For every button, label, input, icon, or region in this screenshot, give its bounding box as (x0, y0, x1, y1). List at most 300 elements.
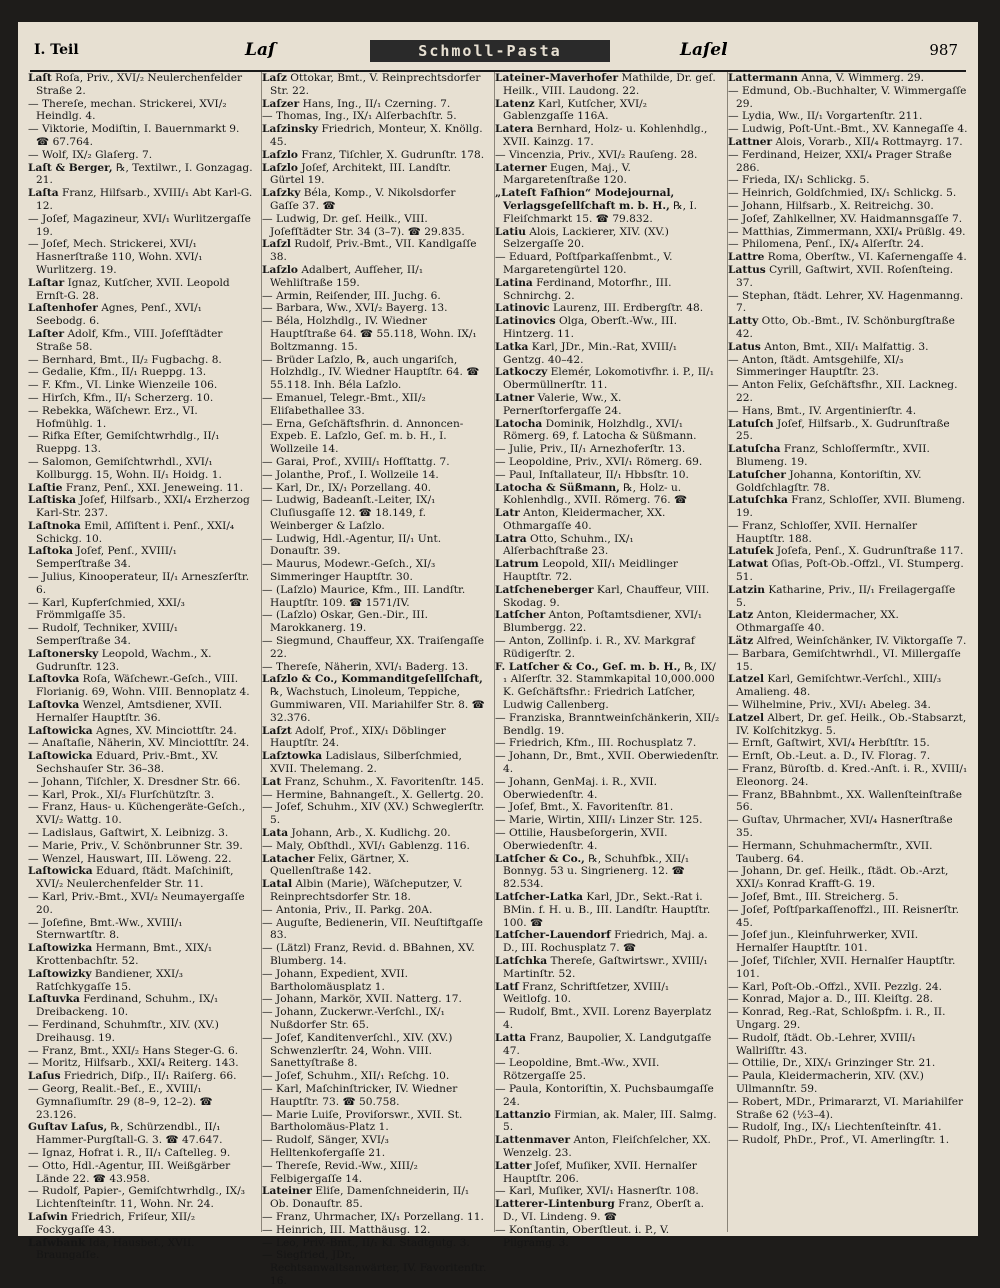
directory-entry (28, 98, 253, 124)
entry-name: Latus (728, 340, 761, 353)
entry-details: Alois, Lackierer, XIV. (XV.) Selzergaſſe 20. (503, 225, 669, 251)
entry-name: Laſtowizky (28, 967, 92, 980)
entry-details: — Barbara, Gemiſchtwrhdl., VI. Millergaſſe 15. (728, 647, 961, 673)
directory-entry (495, 558, 720, 584)
entry-details: — Rifka Eſter, Gemiſchtwrhdlg., II/₁ Rueppg. 13. (28, 430, 220, 456)
entry-details: Wenzel, Amtsdiener, XVII. Hernalſer Hauptſtr. 36. (36, 699, 223, 724)
directory-entry (28, 392, 253, 405)
directory-entry (28, 789, 253, 802)
entry-details: — Franz, Büroſtb. d. Kred.-Anſt. i. R., XVIII/₁ Eleonorg. 24. (728, 763, 968, 788)
directory-entry (28, 840, 253, 853)
directory-entry (728, 123, 968, 136)
directory-entry (728, 226, 968, 239)
entry-name: Laſzlo (262, 148, 298, 161)
entry-details: Anton, Fleiſchſelcher, XX. Wenzelg. 23. (503, 1134, 711, 1159)
entry-details: Laurenz, III. Erdbergſtr. 48. (549, 302, 704, 315)
directory-entry (495, 366, 720, 392)
entry-details: Alois, Vorarb., XII/₄ Rottmayrg. 17. (772, 135, 963, 148)
directory-entry (262, 789, 487, 802)
entry-details: Bernhard, Holz- u. Kohlenhdlg., XVII. Kainzg. 17. (503, 123, 708, 148)
directory-entry (262, 878, 487, 904)
entry-name: Latſcher-Lauendorf (495, 929, 611, 942)
directory-entry (728, 865, 968, 891)
directory-entry (495, 814, 720, 827)
directory-entry (728, 85, 968, 111)
entry-details: — Vincenzia, Priv., XVI/₂ Rauſeng. 28. (495, 148, 698, 161)
entry-details: Karl, JDr., Min.-Rat, XVIII/₁ Gentzg. 40–42. (503, 340, 678, 366)
entry-details: Karl, JDr., Sekt.-Rat i. BMin. f. H. u. B., III. Landſtr. Hauptſtr. 100. ☎ (503, 891, 711, 929)
entry-name: Laſz (262, 72, 287, 84)
entry-details: — Wolf, IX/₂ Glaſerg. 7. (28, 148, 153, 161)
entry-details: — Otto, Hdl.-Agentur, III. Weißgärber Lände 22. ☎ 43.958. (28, 1159, 231, 1185)
directory-entry (495, 661, 720, 712)
entry-name: Lateiner (262, 1185, 312, 1198)
directory-entry (28, 1185, 253, 1211)
entry-details: Friedrich, Maj. a. D., III. Rochusplatz 7. ☎ (503, 929, 708, 955)
entry-details: — Joſef, Kanditenverſchl., XIV. (XV.) Schwenzlerſtr. 24, Wohn. VIII. Sanettyſtraße 8. (262, 1031, 453, 1070)
directory-entry (495, 712, 720, 738)
entry-name: Latuſek (728, 545, 774, 558)
entry-name: Laſtowicka (28, 865, 93, 878)
entry-details: — Jolanthe, Prof., I. Wollzeile 14. (262, 468, 439, 481)
directory-entry (495, 341, 720, 367)
directory-entry (728, 840, 968, 866)
directory-entry (28, 1121, 253, 1147)
directory-entry (28, 571, 253, 597)
entry-name: Latzin (728, 583, 765, 596)
entry-details: — Johann, Tiſchler, X. Dresdner Str. 66. (28, 775, 241, 788)
entry-details: — Barbara, Ww., XVI/₂ Bayerg. 13. (262, 302, 448, 315)
directory-entry (262, 123, 487, 149)
directory-entry (262, 1032, 487, 1070)
entry-details: — Wilhelmine, Priv., XVI/₁ Abeleg. 34. (728, 699, 931, 712)
directory-entry (28, 1237, 253, 1263)
entry-details: — Konrad, Major a. D., III. Kleiſtg. 28. (728, 993, 934, 1006)
entry-details: Franz, Schriftſetzer, XVIII/₁ Weitlofg. 10. (503, 980, 670, 1006)
entry-details: Mathilde, Dr. geſ. Heilk., VIII. Laudong. 22. (503, 72, 716, 97)
entry-details: Franz, Hilfsarb., XVIII/₁ Abt Karl-G. 12. (36, 187, 253, 212)
entry-details: — Lydia, Ww., II/₁ Vorgartenſtr. 211. (728, 110, 923, 123)
entry-details: — Brüder Laſzlo, ℞, auch ungariſch, Holzhdlg., IV. Wiedner Hauptſtr. 64. ☎ 55.118. Inh. Béla Laſzlo. (262, 353, 480, 392)
entry-details: — Anton, ſtädt. Amtsgehilfe, XI/₃ Simmeringer Hauptſtr. 23. (728, 353, 904, 379)
entry-name: Laſta (28, 187, 59, 200)
entry-details: Franz, Schuhm., X. Favoritenſtr. 145. (281, 775, 485, 788)
entry-details: — Thomas, Ing., IX/₁ Alſerbachſtr. 5. (262, 110, 457, 123)
directory-entry (28, 149, 253, 162)
entry-details: — Franz, Schloſſer, XVII. Hernalſer Hauptſtr. 188. (728, 519, 918, 545)
entry-details: — Friedrich, Kfm., III. Rochusplatz 7. (495, 737, 697, 750)
entry-details: — F. Kfm., VI. Linke Wienzeile 106. (28, 379, 218, 392)
directory-entry (728, 520, 968, 546)
entry-name: Laſwbank (28, 1236, 86, 1249)
entry-details: Eduard, Priv.-Bmt., XV. Sechshauſer Str. 36–38. (36, 750, 219, 776)
entry-details: — Joſef, Tiſchler, XVII. Hernalſer Hauptſtr. 101. (728, 954, 956, 980)
entry-details: — Paul, Inſtallateur, II/₁ Hbbsſtr. 10. (495, 468, 689, 481)
page-header (30, 36, 966, 72)
entry-name: Latſcher (495, 609, 546, 622)
directory-entry (728, 149, 968, 175)
directory-entry (28, 942, 253, 968)
directory-entry (495, 1198, 720, 1224)
directory-entry (728, 955, 968, 981)
entry-details: Agnes, Penſ., XVI/₁ Seebodg. 6. (36, 302, 202, 328)
entry-name: Latina (495, 276, 533, 289)
entry-details: Franz, Penſ., XXI. Jeneweing. 11. (62, 481, 244, 494)
entry-details: — Edmund, Ob.-Buchhalter, V. Wimmergaſſe 29. (728, 84, 967, 110)
entry-details: Ladislaus, Silberſchmied, XVII. Thelemang. 2. (270, 750, 462, 776)
entry-details: Ida, Hausbeſ., XVII. Braungaſſe. (36, 1236, 195, 1262)
directory-entry (495, 1032, 720, 1058)
entry-details: — Karl, Priv.-Bmt., XVI/₂ Neumayergaſſe 20. (28, 891, 245, 916)
directory-entry (495, 418, 720, 444)
directory-entry (728, 315, 968, 341)
directory-entry (262, 1083, 487, 1109)
entry-details: Anton, Bmt., XII/₁ Malfattig. 3. (760, 340, 929, 353)
directory-entry (28, 482, 253, 495)
entry-details: — Franz, Haus- u. Küchengeräte-Geſch., XVI/₂ Wattg. 10. (28, 801, 246, 827)
entry-name: Latocha & Süßmann, (495, 481, 620, 494)
entry-name: Latter (495, 1159, 532, 1172)
column-3 (494, 72, 720, 1249)
directory-entry (262, 110, 487, 123)
entry-name: Laſzlo (262, 263, 298, 276)
entry-details: Anton, Poſtamtsdiener, XVI/₁ Blumbergg. 22. (503, 609, 702, 635)
entry-name: Laſzlo & Co., Kommanditgeſellſchaft, (262, 673, 483, 686)
entry-details: — Ladislaus, Gaſtwirt, X. Leibnizg. 3. (28, 827, 229, 840)
directory-entry (262, 98, 487, 111)
entry-name: Laſtar (28, 276, 65, 289)
directory-entry (262, 776, 487, 789)
directory-entry (262, 456, 487, 469)
entry-name: Laſtowicka (28, 750, 93, 763)
entry-name: Latacher (262, 852, 315, 865)
directory-entry (28, 379, 253, 392)
directory-entry (728, 750, 968, 763)
directory-entry (262, 72, 487, 98)
directory-entry (262, 315, 487, 353)
directory-entry (28, 72, 253, 98)
directory-entry (28, 494, 253, 520)
directory-entry (728, 494, 968, 520)
entry-details: — Karl, Poſt-Ob.-Offzl., XVII. Pezzlg. 24. (728, 980, 943, 993)
entry-details: Joſefa, Penſ., X. Gudrunſtraße 117. (773, 545, 964, 558)
directory-entry (495, 1224, 720, 1250)
entry-details: Cyrill, Gaſtwirt, XVII. Roſenſteing. 37. (736, 263, 954, 289)
entry-details: — Ignaz, Hofrat i. R., II/₁ Caſtelleg. 9. (28, 1146, 231, 1159)
entry-details: — Rudolf, PhDr., Prof., VI. Amerlingſtr. 1. (728, 1134, 950, 1147)
entry-details: — Joſef, Zahlkellner, XV. Haidmannsgaſſe 7. (728, 212, 963, 225)
entry-details: Franz, Schloſſer, XVII. Blumeng. 19. (736, 494, 966, 520)
directory-entry (28, 1160, 253, 1186)
directory-entry (728, 1134, 968, 1147)
entry-name: Laſzer (262, 97, 300, 110)
entry-details: Otto, Ob.-Bmt., IV. Schönburgſtraße 42. (736, 315, 955, 340)
entry-details: Otto, Schuhm., IX/₁ Alſerbachſtraße 23. (503, 532, 634, 558)
directory-entry (728, 993, 968, 1006)
entry-details: — Paula, Kleidermacherin, XIV. (XV.) Ullmannſtr. 59. (728, 1070, 924, 1095)
directory-entry (262, 418, 487, 456)
directory-entry (28, 865, 253, 891)
entry-name: Latr (495, 507, 520, 520)
entry-details: — Frieda, IX/₁ Schlickg. 5. (728, 174, 870, 187)
directory-entry (728, 763, 968, 789)
directory-entry (495, 609, 720, 635)
directory-entry (28, 737, 253, 750)
directory-entry (495, 507, 720, 533)
directory-entry (262, 187, 487, 213)
entry-name: Laſwin (28, 1210, 68, 1223)
header-word-right: Laſel (680, 40, 728, 60)
directory-entry (728, 737, 968, 750)
directory-entry (262, 1185, 487, 1211)
entry-name: Laſt & Berger, (28, 161, 113, 174)
entry-details: Friedrich, Diſp., II/₁ Raiſerg. 66. (60, 1070, 237, 1083)
directory-entry (728, 251, 968, 264)
entry-details: ℞, Schuhfbk., XII/₁ Bonnyg. 53 u. Singrienerg. 12. ☎ 82.534. (503, 852, 690, 891)
entry-details: Anna, V. Wimmerg. 29. (797, 72, 925, 84)
directory-entry (728, 891, 968, 904)
entry-details: — Garai, Prof., XVIII/₁ Hofſtattg. 7. (262, 455, 450, 468)
directory-entry (495, 315, 720, 341)
directory-entry (495, 123, 720, 149)
directory-entry (495, 801, 720, 814)
entry-name: Latiu (495, 225, 526, 238)
entry-name: Latkoczy (495, 366, 548, 379)
entry-details: Dominik, Holzhdlg., XVI/₁ Römerg. 69, f. Latocha & Süßmann. (503, 417, 697, 443)
column-2 (261, 72, 487, 1287)
entry-details: Oſias, Poſt-Ob.-Offzl., VI. Stumperg. 51. (736, 558, 964, 584)
entry-details: Leopold, Wachm., X. Gudrunſtr. 123. (36, 647, 212, 673)
entry-details: Johann, Arb., X. Kudlichg. 20. (288, 827, 451, 840)
directory-entry (728, 213, 968, 226)
entry-details: Adalbert, Aufſeher, II/₁ Wehliſtraße 159. (270, 263, 424, 289)
entry-details: — Wenzel, Hauswart, III. Löweng. 22. (28, 852, 232, 865)
directory-entry (28, 302, 253, 328)
directory-entry (495, 1006, 720, 1032)
entry-details: Ignaz, Kutſcher, XVII. Leopold Ernſt-G. 28. (36, 276, 230, 302)
directory-entry (28, 699, 253, 725)
entry-details: Ferdinand, Schuhm., IX/₁ Dreibackeng. 10. (36, 993, 219, 1019)
directory-entry (728, 699, 968, 712)
directory-entry (728, 264, 968, 290)
directory-entry (28, 1070, 253, 1083)
entry-details: Agnes, XV. Minciottſtr. 24. (92, 724, 237, 737)
directory-entry (728, 904, 968, 930)
entry-details: Alfred, Weinſchänker, IV. Viktorgaſſe 7. (753, 635, 967, 648)
entry-details: — Hirſch, Kfm., II/₁ Scherzerg. 10. (28, 391, 214, 404)
entry-details: — Gedalie, Kfm., II/₁ Rueppg. 13. (28, 366, 207, 379)
directory-entry (495, 737, 720, 750)
entry-details: Eugen, Maj., V. Margaretenſtraße 120. (503, 161, 631, 187)
entry-details: ℞, I. Fleiſchmarkt 15. ☎ 79.832. (503, 199, 697, 225)
directory-entry (28, 622, 253, 648)
entry-name: Laſtowizka (28, 942, 93, 955)
entry-details: Adolf, Prof., XIX/₁ Döblinger Hauptſtr. 24. (270, 724, 446, 750)
entry-details: — Ludwig, Dr. geſ. Heilk., VIII. Joſefſtädter Str. 34 (3–7). ☎ 29.835. (262, 212, 465, 238)
entry-name: Lat (262, 775, 282, 788)
entry-details: Anton, Kleidermacher, XX. Othmargaſſe 40. (736, 609, 899, 635)
entry-details: Felix, Gärtner, X. Quellenſtraße 142. (270, 852, 410, 878)
entry-details: — Maly, Obſthdl., XVI/₁ Gablenzg. 116. (262, 839, 470, 852)
directory-entry (495, 533, 720, 559)
entry-name: Latterer-Lintenburg (495, 1198, 615, 1211)
entry-details: ℞, Schürzendbl., II/₁ Hammer-Purgſtall-G. 3. ☎ 47.647. (36, 1121, 223, 1147)
entry-details: — Philomena, Penſ., IX/₄ Alſerſtr. 24. (728, 238, 924, 251)
entry-name: F. Latſcher & Co., Geſ. m. b. H., (495, 660, 681, 673)
entry-details: — Marie, Priv., V. Schönbrunner Str. 39. (28, 839, 243, 852)
directory-entry (495, 1185, 720, 1198)
directory-entry (262, 392, 487, 418)
entry-name: Laſtnoka (28, 519, 81, 532)
directory-entry (28, 1083, 253, 1121)
directory-entry (495, 302, 720, 315)
directory-entry (728, 136, 968, 149)
directory-entry (28, 123, 253, 149)
entry-name: Latz (728, 609, 754, 622)
entry-details: Bandiener, XXI/₃ Ratſchkygaſſe 15. (36, 967, 184, 993)
entry-details: Hans, Ing., II/₁ Czerning. 7. (299, 97, 451, 110)
directory-entry (262, 1224, 487, 1237)
entry-name: Latuſcher (728, 468, 786, 481)
directory-entry (262, 661, 487, 674)
entry-details: — Ernſt, Ob.-Leut. a. D., IV. Florag. 7. (728, 750, 931, 763)
directory-entry (728, 469, 968, 495)
entry-details: Ottokar, Bmt., V. Reinprechtsdorfer Str. 22. (270, 72, 481, 97)
directory-entry (262, 1134, 487, 1160)
entry-name: Laſzt (262, 724, 292, 737)
directory-entry (28, 1045, 253, 1058)
directory-entry (495, 469, 720, 482)
entry-details: Albert, Dr. geſ. Heilk., Ob.-Stabsarzt, IV. Kolſchitzkyg. 5. (736, 711, 967, 737)
entry-details: — Karl, Maſchinſtricker, IV. Wiedner Hauptſtr. 73. ☎ 50.758. (262, 1082, 458, 1108)
directory-entry (28, 354, 253, 367)
entry-details: — Thereſe, Revid.-Ww., XIII/₂ Felbigergaſſe 14. (262, 1159, 418, 1185)
entry-details: — (Lätzl) Franz, Revid. d. BBahnen, XV. Blumberg. 14. (262, 942, 475, 967)
directory-entry (28, 801, 253, 827)
entry-details: Olga, Oberſt.-Ww., III. Hintzerg. 11. (503, 315, 677, 340)
directory-entry (495, 955, 720, 981)
directory-entry (262, 264, 487, 290)
directory-entry (28, 1019, 253, 1045)
directory-entry (495, 149, 720, 162)
entry-details: — Joſef, Schuhm., XII/₁ Reſchg. 10. (262, 1070, 450, 1083)
directory-entry (728, 187, 968, 200)
directory-entry (262, 584, 487, 610)
directory-entry (28, 725, 253, 738)
directory-entry (495, 456, 720, 469)
entry-name: Latinovic (495, 302, 550, 315)
directory-entry (28, 545, 253, 571)
entry-details: — Karl, Muſiker, XVI/₁ Hasnerſtr. 108. (495, 1185, 699, 1198)
directory-entry (28, 328, 253, 354)
entry-details: Adolf, Kfm., VIII. Joſefſtädter Straße 58. (36, 327, 223, 353)
directory-entry (728, 405, 968, 418)
directory-entry (28, 162, 253, 188)
entry-details: Emil, Aſſiſtent i. Penſ., XXI/₄ Schickg. 10. (36, 519, 235, 545)
directory-entry (262, 533, 487, 559)
entry-name: Guſtav Laſus, (28, 1121, 108, 1134)
directory-entry (495, 1083, 720, 1109)
entry-details: Joſef, Hilfsarb., XXI/₄ Erzherzog Karl-Str. 237. (36, 494, 250, 520)
entry-details: — Maurus, Modewr.-Geſch., XI/₃ Simmeringer Hauptſtr. 30. (262, 558, 436, 584)
entry-details: Franz, Schloſſermſtr., XVII. Blumeng. 19. (736, 443, 930, 468)
directory-entry (262, 968, 487, 994)
entry-name: Laſtovka (28, 673, 80, 686)
directory-entry (262, 993, 487, 1006)
directory-entry (495, 1109, 720, 1135)
directory-entry (262, 149, 487, 162)
entry-details: — Ludwig, Hdl.-Agentur, II/₁ Unt. Donauſtr. 39. (262, 532, 442, 558)
entry-name: Lätz (728, 635, 754, 648)
entry-details: Thereſe, Gaſtwirtswr., XVIII/₁ Martinſtr. 52. (503, 954, 708, 980)
entry-details: — Guſtav, Uhrmacher, XVI/₄ Hasnerſtraße 35. (728, 814, 953, 840)
entry-name: Laſus (28, 1070, 61, 1083)
entry-details: — Rudolf, Sänger, XVI/₃ Helltenkofergaſſe 21. (262, 1134, 389, 1159)
entry-name: Laſzky (262, 187, 301, 200)
entry-name: Laſtonersky (28, 647, 99, 660)
entry-details: — Georg, Realit.-Beſ., E., XVIII/₁ Gymnaſiumſtr. 29 (8–9, 12–2). ☎ 23.126. (28, 1082, 213, 1121)
entry-details: Anton, Kleidermacher, XX. Othmargaſſe 40. (503, 507, 666, 532)
entry-name: Latſcheneberger (495, 583, 594, 596)
directory-entry (262, 1237, 487, 1250)
directory-entry (495, 187, 720, 225)
directory-entry (728, 341, 968, 354)
entry-details: — Rudolf, Techniker, XVIII/₁ Semperſtraße 34. (28, 622, 178, 648)
column-4 (727, 72, 968, 1232)
directory-entry (495, 1057, 720, 1083)
directory-entry (262, 302, 487, 315)
directory-entry (262, 801, 487, 827)
entry-details: — (Laſzlo) Oskar, Gen.-Dir., III. Marokkanerg. 19. (262, 609, 429, 635)
entry-name: Latuſcha (728, 443, 781, 456)
directory-entry (495, 584, 720, 610)
directory-entry (262, 609, 487, 635)
directory-entry (728, 712, 968, 738)
entry-details: — Julie, Priv., II/₁ Arnezhoferſtr. 13. (495, 443, 686, 456)
directory-entry (28, 917, 253, 943)
entry-details: — Antonia, Priv., II. Parkg. 20A. (262, 903, 433, 916)
directory-entry (262, 213, 487, 239)
directory-entry (28, 520, 253, 546)
directory-entry (728, 609, 968, 635)
directory-entry (262, 635, 487, 661)
directory-entry (495, 277, 720, 303)
entry-name: Latrum (495, 558, 539, 571)
entry-details: — Joſef, Poſtſparkaſſenoffzl., III. Reisnerſtr. 45. (728, 903, 959, 929)
entry-details: — Konrad, Reg.-Rat, Schloßpfm. i. R., II. Ungarg. 29. (728, 1006, 946, 1031)
entry-name: Latner (495, 391, 535, 404)
entry-name: Latal (262, 878, 293, 891)
entry-name: Latuſchka (728, 494, 788, 507)
entry-details: — Johann, Dr. geſ. Heilk., ſtädt. Ob.-Arzt, XXI/₃ Konrad Krafft-G. 19. (728, 865, 949, 891)
entry-details: Johanna, Kontoriſtin, XV. Goldſchlagſtr. 78. (736, 468, 922, 494)
entry-details: — Thereſe, Näherin, XVI/₁ Baderg. 13. (262, 660, 469, 673)
entry-details: — Joſef jun., Kleinfuhrwerker, XVII. Hernalſer Hauptſtr. 101. (728, 929, 919, 955)
entry-details: Firmian, ak. Maler, III. Salmg. 5. (503, 1108, 717, 1134)
entry-name: Latſcher & Co., (495, 852, 585, 865)
entry-name: Latenz (495, 97, 535, 110)
directory-entry (728, 443, 968, 469)
directory-entry (28, 891, 253, 917)
entry-details: ℞, Textilwr., I. Gonzagag. 21. (36, 161, 253, 187)
entry-details: — Heinrich, III. Matthäusg. 12. (262, 1223, 431, 1236)
directory-entry (728, 1057, 968, 1070)
directory-entry (495, 72, 720, 98)
entry-details: — Auguſte, Bedienerin, VII. Neuſtiftgaſſe 83. (262, 916, 483, 942)
entry-details: — Marie Luiſe, Proviſorswr., XVII. St. Bartholomäus-Platz 1. (262, 1108, 463, 1134)
entry-details: — Moritz, Hilfsarb., XXI/₄ Reiterg. 143. (28, 1057, 239, 1070)
entry-name: Latty (728, 315, 759, 328)
